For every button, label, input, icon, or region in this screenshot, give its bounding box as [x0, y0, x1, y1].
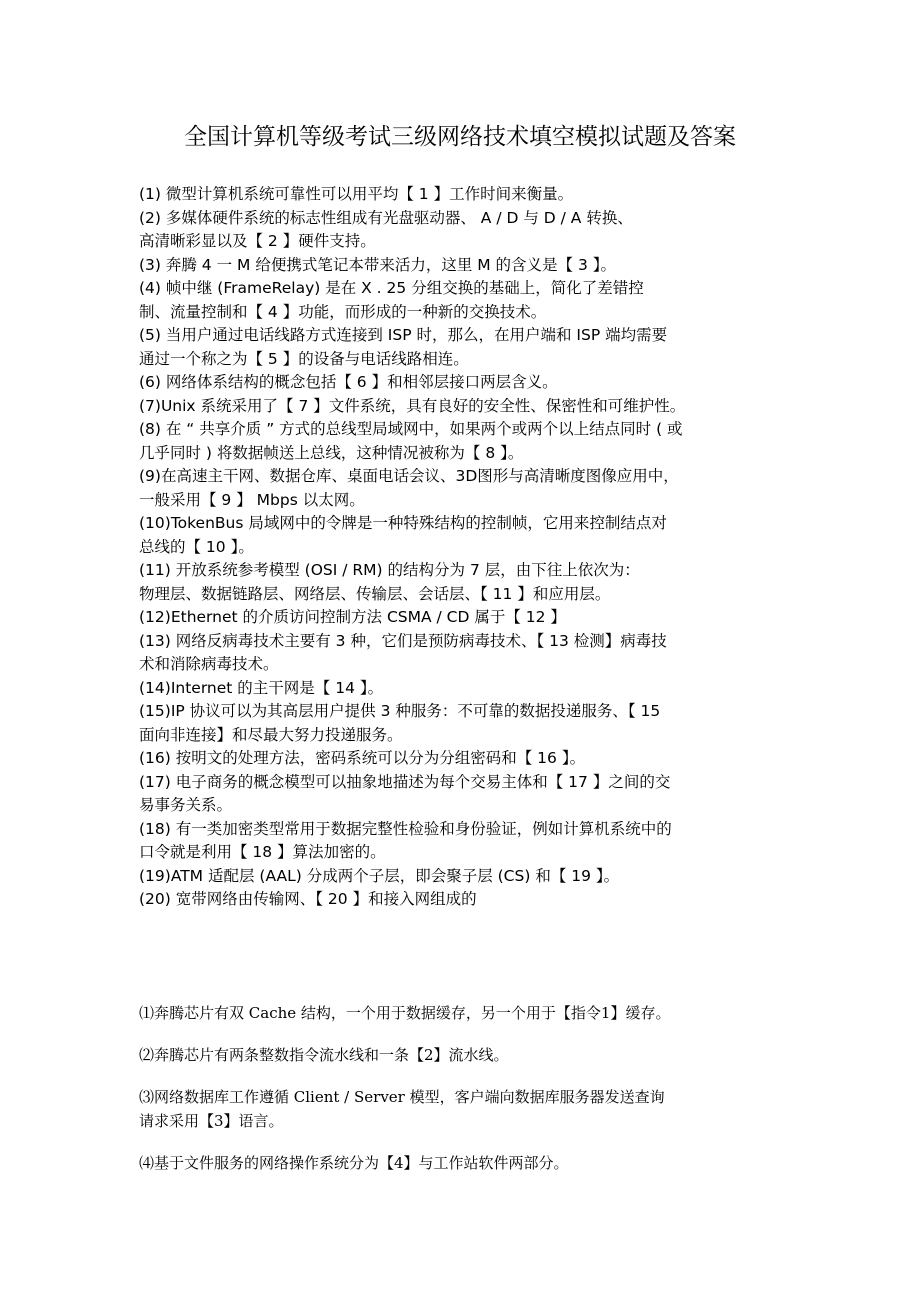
question-line: 制、流量控制和【 4 】功能，而形成的一种新的交换技术。: [139, 302, 547, 321]
question-line: 术和消除病毒技术。: [139, 655, 279, 673]
answer-item: ⑷基于文件服务的网络操作系统分为【4】与工作站软件两部分。: [139, 1154, 569, 1172]
question-line: (18) 有一类加密类型常用于数据完整性检验和身份验证，例如计算机系统中的: [139, 819, 672, 838]
question-line: (10)TokenBus 局域网中的令牌是一种特殊结构的控制帧，它用来控制结点对: [139, 514, 667, 532]
question-line: 几乎同时 ) 将数据帧送上总线，这种情况被称为【 8 】。: [139, 443, 524, 462]
question-line: (17) 电子商务的概念模型可以抽象地描述为每个交易主体和【 17 】之间的交: [139, 772, 671, 791]
answer-list: [139, 1001, 819, 1193]
question-line: 总线的【 10 】。: [139, 537, 254, 556]
question-line: (14)Internet 的主干网是【 14 】。: [139, 678, 384, 697]
question-line: 物理层、数据链路层、网络层、传输层、会话层、【 11 】和应用层。: [139, 584, 611, 603]
question-line: (15)IP 协议可以为其高层用户提供 3 种服务：不可靠的数据投递服务、【 15: [139, 702, 661, 720]
answer-item: ⑴奔腾芯片有双 Cache 结构，一个用于数据缓存，另一个用于【指令1】缓存。: [139, 1004, 671, 1022]
question-line: 口令就是利用【 18 】算法加密的。: [139, 843, 386, 861]
question-line: (5) 当用户通过电话线路方式连接到 ISP 时，那么，在用户端和 ISP 端均需要: [139, 326, 668, 344]
question-line: (1) 微型计算机系统可靠性可以用平均【 1 】工作时间来衡量。: [139, 185, 574, 203]
question-line: (8) 在 “ 共享介质 ” 方式的总线型局域网中，如果两个或两个以上结点同时 ( 或: [139, 420, 683, 438]
question-line: (7)Unix 系统采用了【 7 】文件系统，具有良好的安全性、保密性和可维护性。: [139, 396, 686, 415]
question-line: (12)Ethernet 的介质访问控制方法 CSMA / CD 属于【 12 】: [139, 608, 566, 626]
question-line: (20) 宽带网络由传输网、【 20 】和接入网组成的: [139, 890, 477, 908]
question-line: 易事务关系。: [139, 796, 233, 814]
answer-item: ⑵奔腾芯片有两条整数指令流水线和一条【2】流水线。: [139, 1046, 509, 1064]
question-line: (19)ATM 适配层 (AAL) 分成两个子层，即会聚子层 (CS) 和【 19 】。: [139, 866, 620, 885]
question-line: 高清晰彩显以及【 2 】硬件支持。: [139, 232, 376, 250]
question-line: (16) 按明文的处理方法，密码系统可以分为分组密码和【 16 】。: [139, 749, 586, 767]
question-line: 面向非连接】和尽最大努力投递服务。: [139, 725, 403, 744]
page-title: 全国计算机等级考试三级网络技术填空模拟试题及答案: [184, 124, 736, 150]
question-line: (3) 奔腾 4 一 M 给便携式笔记本带来活力，这里 M 的含义是【 3 】。: [139, 255, 617, 274]
question-line: 一般采用【 9 】 Mbps 以太网。: [139, 490, 365, 509]
question-line: (13) 网络反病毒技术主要有 3 种，它们是预防病毒技术、【 13 检测】病毒技: [139, 631, 667, 650]
answer-item: ⑶网络数据库工作遵循 Client / Server 模型，客户端向数据库服务器发送查询 请求采用【3】语言。: [139, 1088, 665, 1130]
question-list: [139, 183, 819, 912]
question-line: (6) 网络体系结构的概念包括【 6 】和相邻层接口两层含义。: [139, 373, 558, 391]
question-line: (11) 开放系统参考模型 (OSI / RM) 的结构分为 7 层，由下往上依次为：: [139, 561, 640, 579]
question-line: (4) 帧中继 (FrameRelay) 是在 X . 25 分组交换的基础上，简化了差错控: [139, 279, 644, 297]
question-line: 通过一个称之为【 5 】的设备与电话线路相连。: [139, 349, 469, 368]
question-line: (2) 多媒体硬件系统的标志性组成有光盘驱动器、 A / D 与 D / A 转换、: [139, 208, 633, 227]
question-line: (9)在高速主干网、数据仓库、桌面电话会议、3D图形与高清晰度图像应用中，: [139, 467, 679, 485]
